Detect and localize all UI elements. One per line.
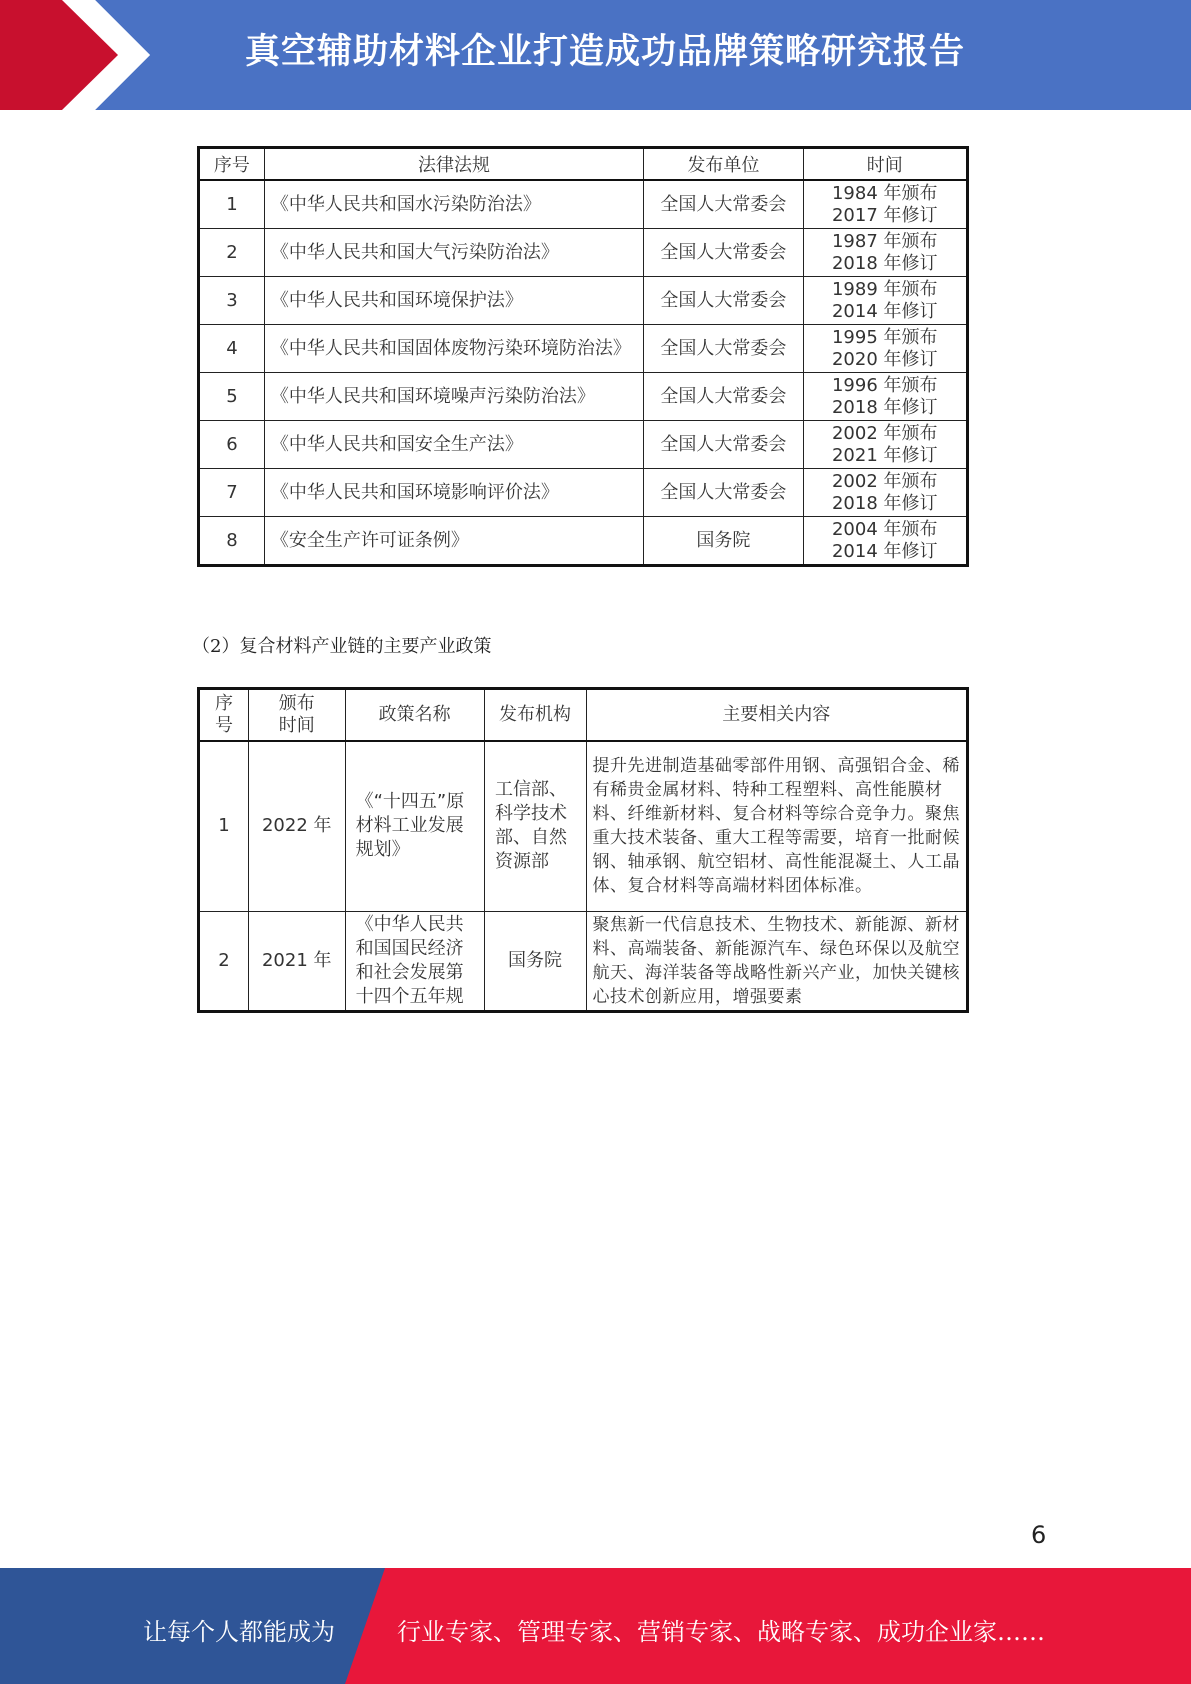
row-no: 1 [199,741,249,911]
policy-name-text: 《“十四五”原材料工业发展规划》 [355,791,465,861]
header-issuer: 发布单位 [644,148,803,181]
time-issued: 1996 年颁布 [831,374,938,396]
row-time [803,469,968,517]
row-agency [484,741,586,911]
row-no: 2 [199,229,265,277]
table-row [199,741,968,911]
row-law: 《中华人民共和国大气污染防治法》 [264,229,643,277]
row-agency: 国务院 [484,911,586,1011]
row-issuer: 全国人大常委会 [644,180,803,229]
row-issuer: 国务院 [644,517,803,566]
time-revised: 2014 年修订 [831,540,938,562]
time-issued: 2004 年颁布 [831,518,938,540]
table-row [199,421,968,469]
row-policy-name [345,741,484,911]
section-subheading: （2）复合材料产业链的主要产业政策 [192,636,492,657]
header-content: 主要相关内容 [586,689,968,742]
time-issued: 1987 年颁布 [831,230,938,252]
row-no: 4 [199,325,265,373]
row-law: 《中华人民共和国水污染防治法》 [264,180,643,229]
row-time [803,180,968,229]
time-issued: 1984 年颁布 [831,182,938,204]
table-row [199,469,968,517]
row-issuer: 全国人大常委会 [644,325,803,373]
content-text: 聚焦新一代信息技术、生物技术、新能源、新材料、高端装备、新能源汽车、绿色环保以及航空航天、海洋装备等战略性新兴产业，加快关键核心技术创新应用，增强要素 [592,914,960,1007]
row-content: 提升先进制造基础零部件用钢、高强铝合金、稀有稀贵金属材料、特种工程塑料、高性能膜材料、纤维新材料、复合材料等综合竞争力。聚焦重大技术装备、重大工程等需要，培育一批耐候钢、轴承钢、航空铝材、高性能混凝土、人工晶体、复合材料等高端材料团体标准。 [586,741,968,911]
time-revised: 2021 年修订 [831,444,938,466]
table-header-row [199,148,968,181]
table-row [199,229,968,277]
row-date: 2022 年 [248,741,345,911]
time-revised: 2018 年修订 [831,396,938,418]
industry-policy-table [197,687,969,1013]
time-issued: 1989 年颁布 [831,278,938,300]
row-no: 2 [199,911,249,1011]
header-date [248,689,345,742]
table-row [199,180,968,229]
row-no: 7 [199,469,265,517]
law-regulation-table [197,146,969,567]
row-time [803,229,968,277]
header-law: 法律法规 [264,148,643,181]
row-law: 《中华人民共和国环境影响评价法》 [264,469,643,517]
footer-slogan-right: 行业专家、管理专家、营销专家、战略专家、成功企业家…… [397,1618,1045,1646]
row-no: 8 [199,517,265,566]
row-policy-name [345,911,484,1011]
table-header-row [199,689,968,742]
row-content [586,911,968,1011]
policy-name-text: 《中华人民共和国国民经济和社会发展第十四个五年规 [355,913,464,1007]
table-row [199,277,968,325]
time-issued: 2002 年颁布 [831,422,938,444]
time-issued: 2002 年颁布 [831,470,938,492]
header-no-text: 序号 [214,693,233,736]
header-time: 时间 [803,148,968,181]
row-time [803,517,968,566]
table-row [199,911,968,1011]
row-law: 《中华人民共和国安全生产法》 [264,421,643,469]
row-no: 5 [199,373,265,421]
row-no: 1 [199,180,265,229]
footer-slogan-left: 让每个人都能成为 [143,1618,335,1646]
row-time [803,325,968,373]
header-no: 序号 [199,148,265,181]
row-law: 《中华人民共和国环境噪声污染防治法》 [264,373,643,421]
header-date-text: 颁布时间 [278,693,315,736]
row-law: 《安全生产许可证条例》 [264,517,643,566]
row-law: 《中华人民共和国环境保护法》 [264,277,643,325]
row-issuer: 全国人大常委会 [644,229,803,277]
time-revised: 2020 年修订 [831,348,938,370]
header-no [199,689,249,742]
row-law: 《中华人民共和国固体废物污染环境防治法》 [264,325,643,373]
time-revised: 2018 年修订 [831,492,938,514]
row-time [803,373,968,421]
agency-text: 工信部、科学技术部、自然资源部 [495,779,568,873]
row-issuer: 全国人大常委会 [644,373,803,421]
header-policy-name: 政策名称 [345,689,484,742]
row-date: 2021 年 [248,911,345,1011]
time-revised: 2014 年修订 [831,300,938,322]
row-time [803,277,968,325]
report-title: 真空辅助材料企业打造成功品牌策略研究报告 [245,32,966,72]
time-issued: 1995 年颁布 [831,326,938,348]
row-issuer: 全国人大常委会 [644,469,803,517]
time-revised: 2017 年修订 [831,204,938,226]
row-issuer: 全国人大常委会 [644,277,803,325]
table-row [199,325,968,373]
table-row [199,517,968,566]
row-time [803,421,968,469]
row-no: 6 [199,421,265,469]
page-header [0,0,1191,110]
time-revised: 2018 年修订 [831,252,938,274]
page-number: 6 [1031,1521,1047,1549]
header-agency: 发布机构 [484,689,586,742]
row-no: 3 [199,277,265,325]
row-issuer: 全国人大常委会 [644,421,803,469]
table-row [199,373,968,421]
page-footer [0,1568,1191,1684]
